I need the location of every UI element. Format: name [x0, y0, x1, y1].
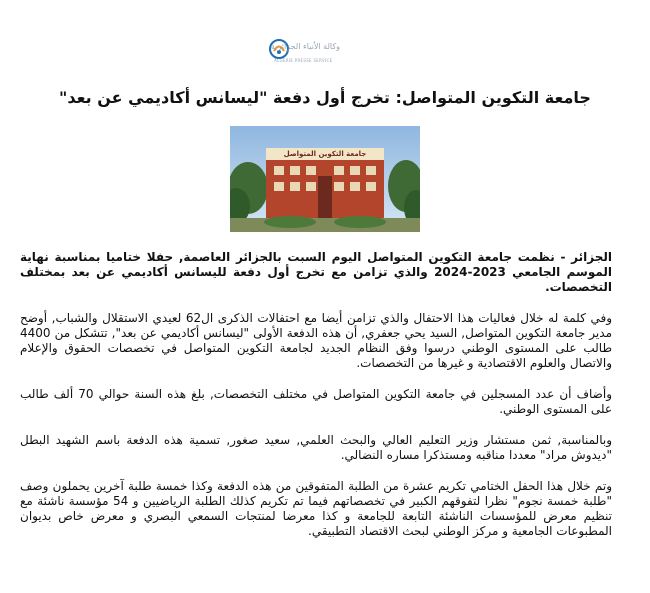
logo-name: وكالة الأنباء الجزائرية — [270, 42, 340, 51]
aps-logo — [268, 34, 340, 74]
university-building-photo — [230, 126, 420, 232]
building-sign: جامعة التكوين المتواصل — [283, 150, 367, 158]
article-headline: جامعة التكوين المتواصل: تخرج أول دفعة "ليسانس أكاديمي عن بعد" — [59, 88, 591, 107]
article-paragraph-4: وبالمناسبة, ثمن مستشار وزير التعليم العالي والبحث العلمي, سعيد صغور, تسمية هذه الدفعة باسم الشهيد البطل "ديدوش مراد" معددا مناقبه ومستذكرا مساره النضالي. — [20, 433, 612, 462]
article-lead-paragraph: الجزائر - نظمت جامعة التكوين المتواصل اليوم السبت بالجزائر العاصمة, حفلا ختاميا بمناسبة نهاية الموسم الجامعي 2023-2024 والذي تزامن مع تخرج أول دفعة لليسانس أكاديمي عن بعد بمختلف التخصصات. — [20, 250, 613, 294]
logo-subtitle: ALGERIE PRESSE SERVICE — [274, 58, 333, 63]
article-paragraph-5: وتم خلال هذا الحفل الختامي تكريم عشرة من الطلبة المتفوقين من هذه الدفعة وكذا خمسة طلبة آخرين يحملون وصف "طلبة خمسة نجوم" نظرا لتفوقهم الكبير في تخصصاتهم فيما تم تكريم كذلك الطلبة الرياضيين و 54 مؤسسة ناشئة مع تنظيم معرض للمؤسسات الناشئة التابعة للجامعة و كذا معرضا لمنتجات السمعي البصري و معرض خاص بديوان المطبوعات الجامعية و مركز الوطني لبحث الاقتصاد التطبيقي. — [20, 479, 613, 538]
building-illustration — [230, 126, 420, 232]
article-paragraph-2: وفي كلمة له خلال فعاليات هذا الاحتفال والذي تزامن أيضا مع احتفالات الذكرى ال62 لعيدي الاستقلال والشباب, أوضح مدير جامعة التكوين المتواصل, السيد يحي جعفري, أن هذه الدفعة الأولى "ليسانس أكاديمي عن بعد", تتشكل من 4400 طالب على المستوى الوطني درسوا وفق النظام الجديد لجامعة التكوين المتواصل في تخصصات الحقوق والإعلام والاتصال والعلوم الاقتصادية و غيرها من التخصصات. — [20, 311, 612, 370]
article-paragraph-3: وأضاف أن عدد المسجلين في جامعة التكوين المتواصل في مختلف التخصصات, بلغ هذه السنة حوالي 70 ألف طالب على المستوى الوطني. — [20, 387, 612, 416]
article-body — [20, 250, 612, 555]
